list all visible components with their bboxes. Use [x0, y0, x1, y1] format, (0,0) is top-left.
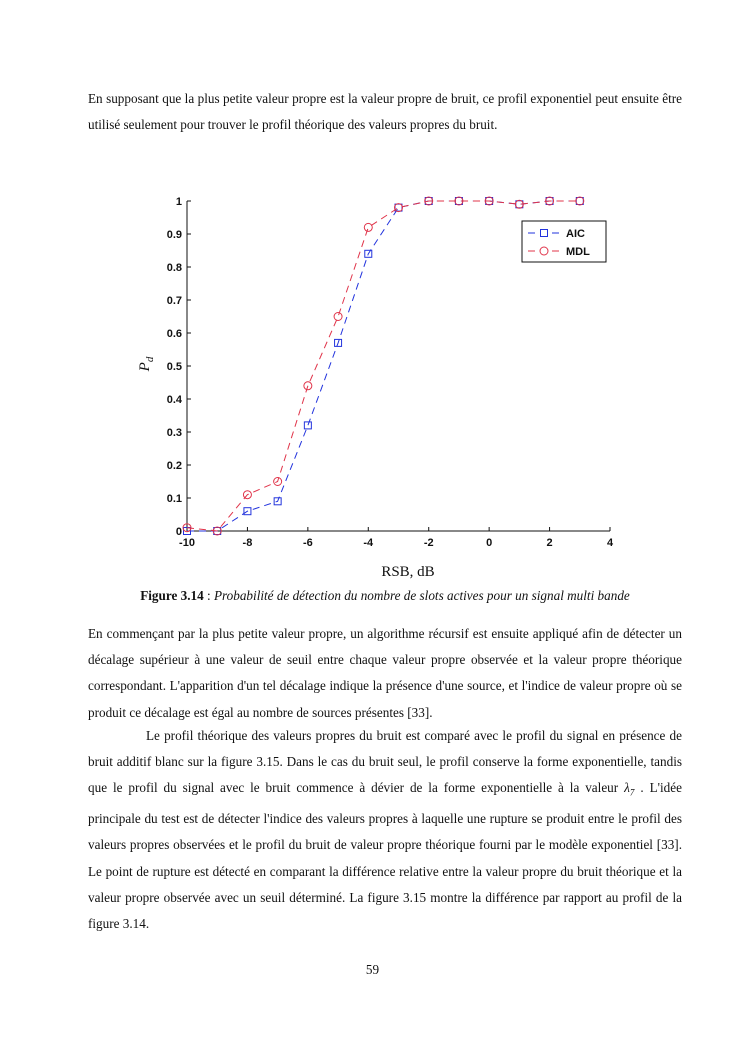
intro-paragraph: En supposant que la plus petite valeur propre est la valeur propre de bruit, ce profil exponentiel peut ensuite être utilisé seulement pour trouver le profil théorique des valeurs propres du bruit.: [88, 91, 682, 133]
legend-marker-aic: [541, 230, 548, 237]
data-point-aic: [395, 204, 402, 211]
x-tick-label: 2: [546, 537, 553, 549]
page-number: 59: [365, 962, 380, 977]
caption-separator: :: [203, 588, 214, 603]
data-point-aic: [576, 198, 583, 205]
y-tick-label: 0.4: [166, 394, 182, 406]
figure-caption: [88, 588, 682, 604]
data-point-aic: [304, 422, 311, 429]
y-tick-label: 0.9: [166, 229, 182, 241]
x-tick-label: -4: [363, 537, 374, 549]
y-tick-label: 0.5: [166, 361, 182, 373]
x-axis-label: RSB, dB: [381, 564, 435, 580]
data-point-mdl: [576, 197, 584, 205]
data-point-mdl: [364, 223, 372, 231]
series-line-mdl: [187, 201, 580, 531]
data-point-mdl: [395, 204, 403, 212]
y-tick-label: 0.2: [166, 460, 182, 472]
caption-text: Probabilité de détection du nombre de slots actives pour un signal multi bande: [213, 588, 630, 603]
legend-marker-mdl: [540, 247, 548, 255]
y-tick-label: 0.3: [166, 427, 182, 439]
y-tick-label: 0.6: [166, 328, 182, 340]
x-tick-label: -10: [179, 537, 195, 549]
x-tick-label: 0: [486, 537, 493, 549]
y-tick-label: 0.7: [166, 295, 182, 307]
y-tick-label: 0: [175, 526, 182, 538]
paragraph-2-text-before: Le profil théorique des valeurs propres du bruit est comparé avec le profil du signal en présence de bruit additif blanc sur la figure 3.15. Dans le cas du bruit seul, le profil conserve la forme exponentielle, tandis que le profil du signal avec le bruit commence à dévier de la forme exponentielle à la valeur: [88, 728, 682, 796]
lambda-symbol: $\lambda_7$: [624, 780, 635, 799]
y-axis-label: $P_d$: [137, 356, 156, 372]
x-tick-label: -2: [423, 537, 434, 549]
y-tick-label: 1: [175, 196, 182, 208]
legend-label-aic: AIC: [566, 228, 585, 240]
legend-label-mdl: MDL: [566, 246, 590, 258]
y-tick-label: 0.8: [166, 262, 182, 274]
legend-box: [522, 221, 606, 262]
paragraph-2-text-after: . L'idée principale du test est de détecter l'indice des valeurs propres à laquelle une rupture se produit entre le profil des valeurs propres observées et le profil du bruit de valeur propre théorique fourni par le modèle exponentiel [33]. Le point de rupture est détecté en comparant la différence relative entre la valeur propre du bruit théorique et la valeur propre observée avec un seuil déterminé. La figure 3.15 montre la différence par rapport au profil de la figure 3.14.: [88, 780, 682, 932]
series-line-aic: [187, 201, 580, 531]
x-tick-label: 4: [606, 537, 614, 549]
legend: [522, 221, 606, 262]
body-paragraph-2: [88, 723, 682, 937]
data-point-mdl: [334, 313, 342, 321]
x-tick-label: -6: [302, 537, 313, 549]
body-paragraph-1: En commençant par la plus petite valeur propre, un algorithme récursif est ensuite appliqué afin de détecter un décalage supérieur à une valeur de seuil entre chaque valeur propre observée et la valeur propre théorique correspondant. L'apparition d'un tel décalage indique la présence d'une source, et l'indice de valeur propre où se produit ce décalage est égal au nombre de sources présentes [33].: [88, 626, 682, 720]
figure-number: Figure 3.14: [140, 588, 204, 603]
x-tick-label: -8: [242, 537, 253, 549]
y-tick-label: 0.1: [166, 493, 182, 505]
detection-probability-chart: [124, 188, 624, 580]
